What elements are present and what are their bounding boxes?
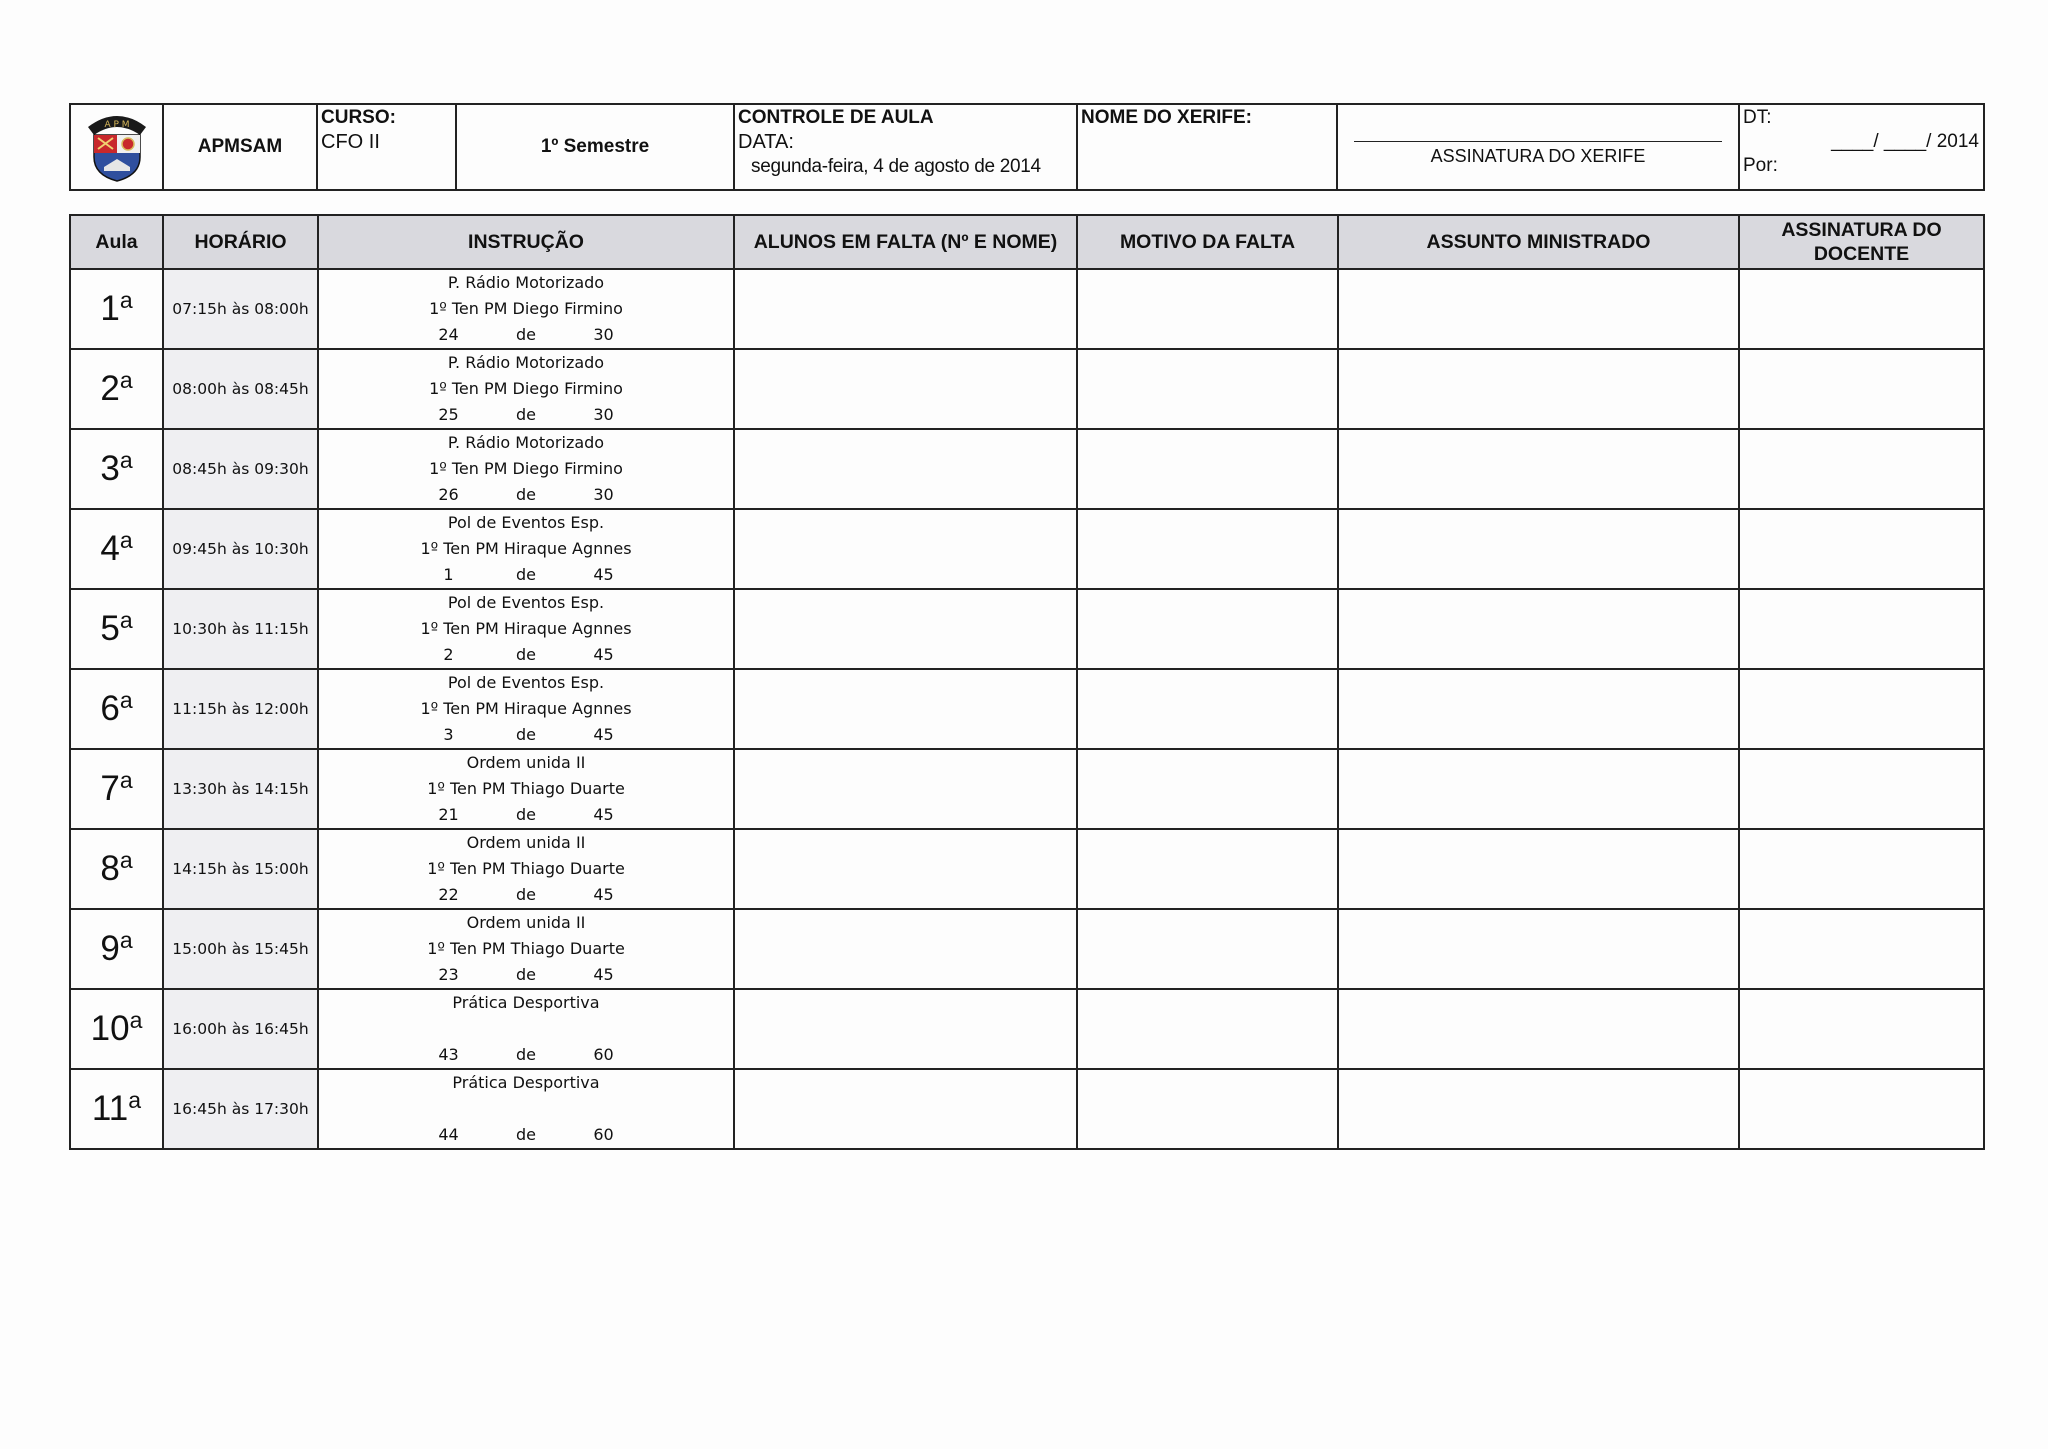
- assunto-cell[interactable]: [1338, 509, 1739, 589]
- aula-number: [70, 1069, 163, 1149]
- aula-row: [70, 669, 1984, 749]
- dt-label: DT:: [1743, 107, 1772, 128]
- xerife-signature-line: [1354, 141, 1722, 142]
- col-assunto: ASSUNTO MINISTRADO: [1338, 215, 1739, 269]
- motivo-falta-cell[interactable]: [1077, 429, 1338, 509]
- col-instrucao: INSTRUÇÃO: [318, 215, 734, 269]
- assunto-cell[interactable]: [1338, 269, 1739, 349]
- aula-row: [70, 989, 1984, 1069]
- xerife-signature-caption: ASSINATURA DO XERIFE: [1430, 146, 1646, 166]
- instrutor: 1º Ten PM Thiago Duarte: [427, 779, 625, 798]
- aula-number: [70, 269, 163, 349]
- aula-total: 45: [593, 885, 614, 904]
- aula-contagem: [319, 322, 733, 348]
- aula-atual: 26: [438, 485, 459, 504]
- aula-number-suffix: a: [119, 527, 133, 553]
- assunto-cell[interactable]: [1338, 349, 1739, 429]
- aula-de: de: [516, 405, 536, 424]
- alunos-falta-cell[interactable]: [734, 909, 1077, 989]
- aula-row: [70, 269, 1984, 349]
- aula-atual: 2: [443, 645, 454, 664]
- alunos-falta-cell[interactable]: [734, 269, 1077, 349]
- aula-number-suffix: a: [119, 927, 133, 953]
- instrucao-cell: [318, 429, 734, 509]
- aula-number-value: 4: [100, 529, 120, 568]
- assunto-cell[interactable]: [1338, 669, 1739, 749]
- aula-number-value: 6: [100, 689, 120, 728]
- instrutor: 1º Ten PM Hiraque Agnnes: [420, 699, 632, 718]
- aula-total: 30: [593, 405, 614, 424]
- alunos-falta-cell[interactable]: [734, 349, 1077, 429]
- dt-cell[interactable]: [1739, 104, 1984, 190]
- horario-cell: 13:30h às 14:15h: [163, 749, 318, 829]
- alunos-falta-cell[interactable]: [734, 669, 1077, 749]
- aula-number: [70, 829, 163, 909]
- aula-de: de: [516, 725, 536, 744]
- assunto-cell[interactable]: [1338, 589, 1739, 669]
- alunos-falta-cell[interactable]: [734, 989, 1077, 1069]
- instrutor: 1º Ten PM Diego Firmino: [429, 299, 623, 318]
- aula-number: [70, 589, 163, 669]
- aula-row: [70, 349, 1984, 429]
- aula-de: de: [516, 1125, 536, 1144]
- aula-number-value: 1: [100, 289, 120, 328]
- aula-contagem: [319, 402, 733, 428]
- horario-cell: 15:00h às 15:45h: [163, 909, 318, 989]
- aula-number: [70, 909, 163, 989]
- horario-cell: 08:45h às 09:30h: [163, 429, 318, 509]
- alunos-falta-cell[interactable]: [734, 589, 1077, 669]
- aula-row: [70, 589, 1984, 669]
- assinatura-docente-cell[interactable]: [1739, 829, 1984, 909]
- disciplina: Prática Desportiva: [452, 1073, 600, 1092]
- aula-atual: 44: [438, 1125, 459, 1144]
- aula-contagem: [319, 962, 733, 988]
- motivo-falta-cell[interactable]: [1077, 749, 1338, 829]
- horario-cell: 16:00h às 16:45h: [163, 989, 318, 1069]
- data-label: DATA:: [738, 131, 794, 153]
- aula-atual: 21: [438, 805, 459, 824]
- xerife-signature-cell[interactable]: [1337, 104, 1739, 190]
- aula-atual: 24: [438, 325, 459, 344]
- header-table: [69, 103, 1985, 191]
- aula-de: de: [516, 805, 536, 824]
- aula-number-suffix: a: [119, 287, 133, 313]
- aula-total: 60: [593, 1045, 614, 1064]
- aula-de: de: [516, 485, 536, 504]
- controle-label: CONTROLE DE AULA: [738, 107, 934, 128]
- assinatura-docente-cell[interactable]: [1739, 589, 1984, 669]
- curso-value: CFO II: [321, 131, 380, 153]
- instrutor: 1º Ten PM Hiraque Agnnes: [420, 619, 632, 638]
- aula-contagem: [319, 882, 733, 908]
- aula-de: de: [516, 965, 536, 984]
- instrutor: 1º Ten PM Diego Firmino: [429, 459, 623, 478]
- disciplina: Ordem unida II: [466, 913, 586, 932]
- aula-number-value: 10: [90, 1009, 130, 1048]
- aula-row: [70, 829, 1984, 909]
- aula-number-suffix: a: [119, 607, 133, 633]
- col-alunos: ALUNOS EM FALTA (Nº E NOME): [734, 215, 1077, 269]
- assunto-cell[interactable]: [1338, 749, 1739, 829]
- col-aula: Aula: [70, 215, 163, 269]
- aula-de: de: [516, 565, 536, 584]
- aula-atual: 1: [443, 565, 454, 584]
- aula-number-suffix: a: [129, 1007, 143, 1033]
- aula-de: de: [516, 885, 536, 904]
- alunos-falta-cell[interactable]: [734, 749, 1077, 829]
- aula-number: [70, 509, 163, 589]
- aula-number: [70, 669, 163, 749]
- aula-number-value: 8: [100, 849, 120, 888]
- instrucao-cell: [318, 669, 734, 749]
- assinatura-docente-cell[interactable]: [1739, 909, 1984, 989]
- instrucao-cell: [318, 269, 734, 349]
- motivo-falta-cell[interactable]: [1077, 1069, 1338, 1149]
- aula-number-suffix: a: [119, 687, 133, 713]
- brand-name: APMSAM: [163, 104, 317, 190]
- motivo-falta-cell[interactable]: [1077, 669, 1338, 749]
- assunto-cell[interactable]: [1338, 909, 1739, 989]
- assinatura-docente-cell[interactable]: [1739, 1069, 1984, 1149]
- assinatura-docente-cell[interactable]: [1739, 509, 1984, 589]
- aula-number-value: 11: [91, 1089, 129, 1128]
- aula-contagem: [319, 802, 733, 828]
- disciplina: Pol de Eventos Esp.: [447, 593, 605, 612]
- aula-total: 45: [593, 805, 614, 824]
- aula-number-suffix: a: [119, 847, 133, 873]
- instrutor: 1º Ten PM Thiago Duarte: [427, 939, 625, 958]
- instrucao-cell: [318, 1069, 734, 1149]
- aula-contagem: [319, 482, 733, 508]
- instrutor: [319, 1016, 733, 1042]
- alunos-falta-cell[interactable]: [734, 429, 1077, 509]
- assunto-cell[interactable]: [1338, 1069, 1739, 1149]
- instrucao-cell: [318, 589, 734, 669]
- instrucao-cell: [318, 989, 734, 1069]
- aula-total: 30: [593, 325, 614, 344]
- horario-cell: 09:45h às 10:30h: [163, 509, 318, 589]
- aula-table: [69, 214, 1985, 1150]
- semester-title: 1º Semestre: [456, 104, 734, 190]
- horario-cell: 11:15h às 12:00h: [163, 669, 318, 749]
- curso-label: CURSO:: [321, 107, 396, 128]
- horario-cell: 16:45h às 17:30h: [163, 1069, 318, 1149]
- instrucao-cell: [318, 749, 734, 829]
- disciplina: P. Rádio Motorizado: [447, 353, 605, 372]
- aula-contagem: [319, 642, 733, 668]
- horario-cell: 08:00h às 08:45h: [163, 349, 318, 429]
- instrutor: 1º Ten PM Diego Firmino: [429, 379, 623, 398]
- instrutor: 1º Ten PM Thiago Duarte: [427, 859, 625, 878]
- horario-cell: 14:15h às 15:00h: [163, 829, 318, 909]
- motivo-falta-cell[interactable]: [1077, 589, 1338, 669]
- aula-row: [70, 509, 1984, 589]
- assinatura-docente-cell[interactable]: [1739, 429, 1984, 509]
- aula-total: 30: [593, 485, 614, 504]
- logo-cell: [70, 104, 163, 190]
- aula-contagem: [319, 1042, 733, 1068]
- instrucao-cell: [318, 509, 734, 589]
- instrucao-cell: [318, 909, 734, 989]
- xerife-name-cell: [1077, 104, 1337, 190]
- aula-total: 60: [593, 1125, 614, 1144]
- instrucao-cell: [318, 829, 734, 909]
- aula-atual: 3: [443, 725, 454, 744]
- col-motivo: MOTIVO DA FALTA: [1077, 215, 1338, 269]
- aula-contagem: [319, 722, 733, 748]
- horario-cell: 10:30h às 11:15h: [163, 589, 318, 669]
- aula-contagem: [319, 562, 733, 588]
- aula-de: de: [516, 325, 536, 344]
- logo-text: A P M: [103, 120, 130, 130]
- aula-atual: 25: [438, 405, 459, 424]
- aula-number: [70, 429, 163, 509]
- assunto-cell[interactable]: [1338, 829, 1739, 909]
- assinatura-docente-cell[interactable]: [1739, 669, 1984, 749]
- aula-contagem: [319, 1122, 733, 1148]
- aula-number-value: 2: [100, 369, 120, 408]
- assunto-cell[interactable]: [1338, 429, 1739, 509]
- disciplina: P. Rádio Motorizado: [447, 273, 605, 292]
- aula-row: [70, 1069, 1984, 1149]
- aula-row: [70, 909, 1984, 989]
- aula-number: [70, 349, 163, 429]
- alunos-falta-cell[interactable]: [734, 829, 1077, 909]
- aula-number-suffix: a: [128, 1087, 142, 1113]
- motivo-falta-cell[interactable]: [1077, 509, 1338, 589]
- aula-number-value: 3: [100, 449, 120, 488]
- motivo-falta-cell[interactable]: [1077, 909, 1338, 989]
- motivo-falta-cell[interactable]: [1077, 829, 1338, 909]
- alunos-falta-cell[interactable]: [734, 509, 1077, 589]
- aula-number-suffix: a: [119, 767, 133, 793]
- aula-number-value: 9: [100, 929, 120, 968]
- aula-row: [70, 429, 1984, 509]
- disciplina: Prática Desportiva: [452, 993, 600, 1012]
- assinatura-docente-cell[interactable]: [1739, 269, 1984, 349]
- disciplina: Pol de Eventos Esp.: [447, 513, 605, 532]
- motivo-falta-cell[interactable]: [1077, 349, 1338, 429]
- aula-atual: 43: [438, 1045, 459, 1064]
- aula-atual: 23: [438, 965, 459, 984]
- aula-de: de: [516, 645, 536, 664]
- data-value: segunda-feira, 4 de agosto de 2014: [751, 156, 1041, 177]
- disciplina: Ordem unida II: [466, 753, 586, 772]
- disciplina: Ordem unida II: [466, 833, 586, 852]
- assinatura-docente-cell[interactable]: [1739, 749, 1984, 829]
- aula-total: 45: [593, 645, 614, 664]
- dt-value: ____/ ____/ 2014: [1831, 131, 1979, 152]
- por-label: Por:: [1743, 155, 1778, 176]
- aula-total: 45: [593, 965, 614, 984]
- col-horario: HORÁRIO: [163, 215, 318, 269]
- aula-total: 45: [593, 565, 614, 584]
- aula-number-value: 5: [100, 609, 120, 648]
- instrutor: 1º Ten PM Hiraque Agnnes: [420, 539, 632, 558]
- aula-number: [70, 989, 163, 1069]
- instrucao-cell: [318, 349, 734, 429]
- aula-atual: 22: [438, 885, 459, 904]
- aula-row: [70, 749, 1984, 829]
- aula-number: [70, 749, 163, 829]
- motivo-falta-cell[interactable]: [1077, 269, 1338, 349]
- aula-de: de: [516, 1045, 536, 1064]
- aula-total: 45: [593, 725, 614, 744]
- aula-number-value: 7: [100, 769, 120, 808]
- aula-number-suffix: a: [119, 447, 133, 473]
- aula-number-suffix: a: [119, 367, 133, 393]
- apm-emblem-icon: [82, 105, 152, 183]
- assinatura-docente-cell[interactable]: [1739, 989, 1984, 1069]
- disciplina: P. Rádio Motorizado: [447, 433, 605, 452]
- instrutor: [319, 1096, 733, 1122]
- motivo-falta-cell[interactable]: [1077, 989, 1338, 1069]
- xerife-label: NOME DO XERIFE:: [1081, 107, 1253, 128]
- alunos-falta-cell[interactable]: [734, 1069, 1077, 1149]
- horario-cell: 07:15h às 08:00h: [163, 269, 318, 349]
- col-assinatura: ASSINATURA DO DOCENTE: [1739, 215, 1984, 269]
- disciplina: Pol de Eventos Esp.: [447, 673, 605, 692]
- assunto-cell[interactable]: [1338, 989, 1739, 1069]
- assinatura-docente-cell[interactable]: [1739, 349, 1984, 429]
- curso-cell: [317, 104, 456, 190]
- controle-cell: [734, 104, 1077, 190]
